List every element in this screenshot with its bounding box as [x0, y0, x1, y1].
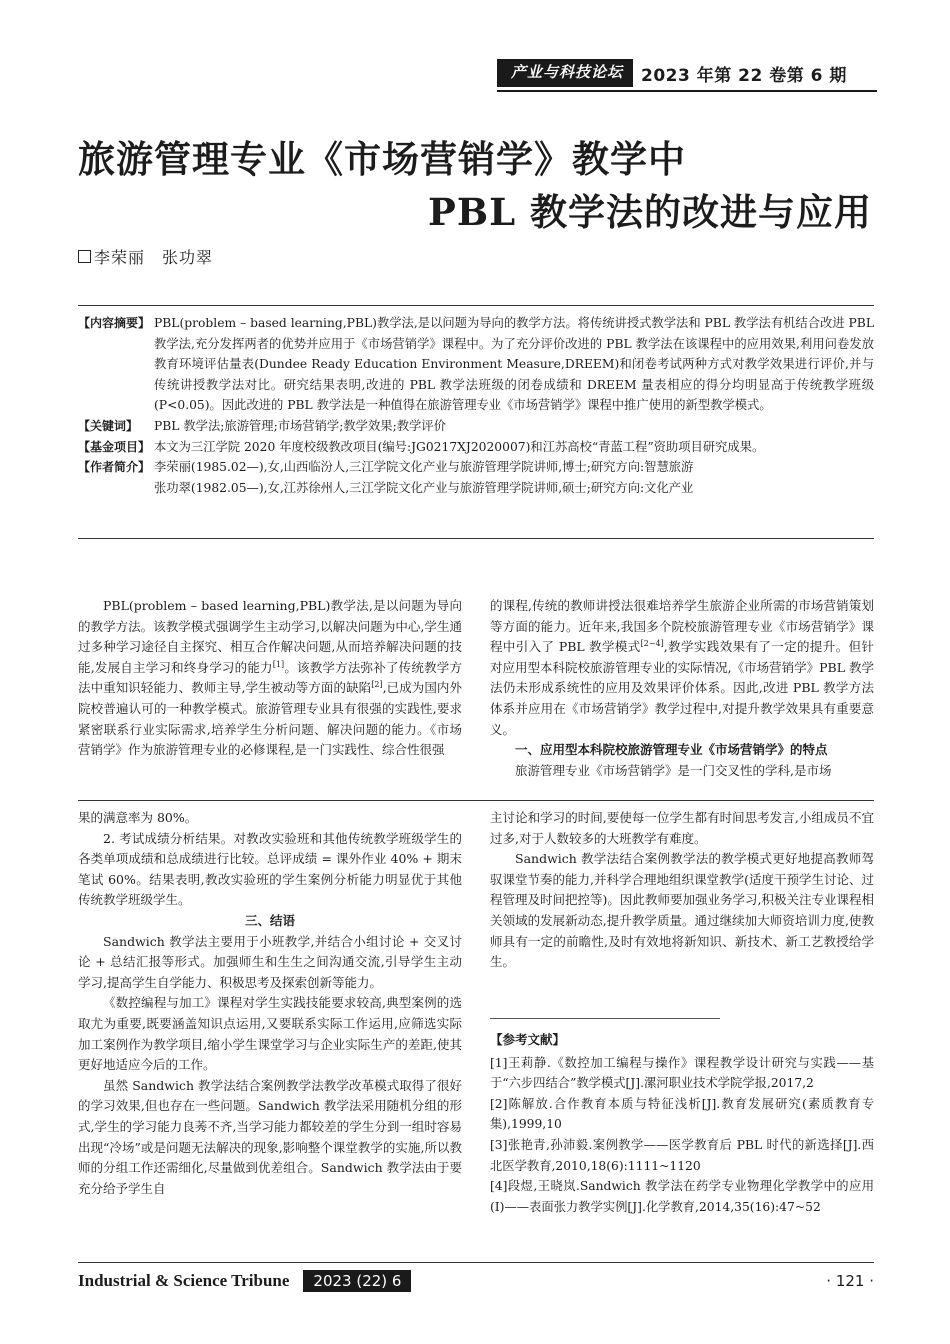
body-left-column [78, 808, 462, 1199]
intro-paragraph: 旅游管理专业《市场营销学》是一门交叉性的学科,是市场 [515, 762, 832, 778]
fund-text: 本文为三江学院 2020 年度校级教改项目(编号:JG0217XJ2020007)和江苏高校“青蓝工程”资助项目研究成果。 [154, 439, 765, 454]
abstract-row [78, 313, 874, 416]
footer-journal-name: Industrial & Science Tribune [78, 1271, 290, 1290]
body-right-column [490, 808, 874, 973]
intro-paragraph: 的课程,传统的教师讲授法很难培养学生旅游企业所需的市场营销策划等方面的能力。近年来,我国多个院校旅游管理专业《市场营销学》课程中引入了 PBL 教学模式[2~4],教学实践效果有了一定的提升。但针对应用型本科院校旅游管理专业的实际情况,《市场营销学》PBL 教学法仍未形成系统性的应用及效果评价体系。因此,改进 PBL 教学方法体系并应用在《市场营销学》教学过程中,对提升教学效果具有重要意义。 [490, 598, 874, 737]
keywords-text: PBL 教学法;旅游管理;市场营销学;教学效果;教学评价 [154, 418, 446, 433]
body-paragraph: 虽然 Sandwich 教学法结合案例教学法教学改革模式取得了很好的学习效果,但也存在一些问题。Sandwich 教学法采用随机分组的形式,学生的学习能力良莠不齐,当学习能力都较差的学生分到一组时容易出现“冷场”或是问题无法解决的现象,影响整个课堂教学的实施,所以教师的分组工作还需细化,尽量做到优差组合。Sandwich 教学法由于要充分给予学生自 [78, 1077, 462, 1196]
reference-item: [4]段煜,王晓岚.Sandwich 教学法在药学专业物理化学教学中的应用(Ⅰ)——表面张力教学实例[J].化学教育,2014,35(16):47~52 [490, 1179, 874, 1214]
bio-row [78, 457, 874, 498]
fund-label: 【基金项目】 [78, 439, 151, 454]
intro-left-column [78, 596, 462, 761]
conclusion-heading: 三、结语 [244, 912, 295, 928]
references [490, 1030, 874, 1217]
bio-label: 【作者简介】 [78, 460, 151, 475]
header-rule [497, 90, 877, 92]
authors: 李荣丽 张功翠 [94, 248, 214, 267]
body-paragraph: 果的满意率为 80%。 [78, 810, 198, 825]
journal-name-badge: 产业与科技论坛 [497, 59, 633, 87]
citation: [2~4] [640, 639, 664, 649]
article-meta [78, 313, 874, 498]
square-bullet-icon [78, 250, 91, 263]
keywords-row [78, 416, 874, 437]
body-paragraph: Sandwich 教学法结合案例教学法的教学模式更好地提高教师驾驭课堂节奏的能力,并科学合理地组织课堂教学(适度干预学生讨论、过程管理及时间把控等)。因此教师要加强业务学习,积极关注专业课程相关领域的发展新动态,提升教学质量。通过继续加大师资培训力度,使教师具有一定的前瞻性,及时有效地将新知识、新技术、新工艺教授给学生。 [490, 851, 874, 970]
author-bio-1: 李荣丽(1985.02—),女,山西临汾人,三江学院文化产业与旅游管理学院讲师,博士;研究方向:智慧旅游 [154, 460, 694, 475]
footer-issue-badge: 2023 (22) 6 [303, 1270, 411, 1292]
reference-item: [2]陈解放.合作教育本质与特征浅析[J].教育发展研究(素质教育专集),1999,10 [490, 1096, 874, 1132]
abstract-text: PBL(problem – based learning,PBL)教学法,是以问题为导向的教学方法。将传统讲授式教学法和 PBL 教学法有机结合改进 PBL 教学法,充分发挥两者的优势并应用于《市场营销学》课程中。为了充分评价改进的 PBL 教学法在该课程中的应用效果,利用问卷发放教育环境评估量表(Dundee Ready Education Environment Measure,DREEM)和闭卷考试两种方式对教学效果进行评价,并与传统讲授教学法对比。研究结果表明,改进的 PBL 教学法班级的闭卷成绩和 DREEM 量表相应的得分均明显高于传统教学班级(P<0.05)。因此改进的 PBL 教学法是一种值得在旅游管理专业《市场营销学》课程中推广使用的新型教学模式。 [154, 316, 874, 413]
fund-row [78, 437, 874, 458]
citation: [2] [371, 680, 383, 690]
page-footer [78, 1268, 874, 1294]
reference-item: [1]王莉静.《数控加工编程与操作》课程教学设计研究与实践——基于“六步四结合”教学模式[J].漯河职业技术学院学报,2017,2 [490, 1055, 874, 1091]
abstract-label: 【内容摘要】 [78, 316, 151, 330]
references-heading: 【参考文献】 [490, 1032, 566, 1047]
article-title-line2: PBL 教学法的改进与应用 [428, 190, 872, 234]
author-line [78, 245, 213, 268]
references-rule [490, 1018, 720, 1019]
intro-paragraph: PBL(problem – based learning,PBL)教学法,是以问题为导向的教学方法。该教学模式强调学生主动学习,以解决问题为中心,学生通过多种学习途径自主探究、相互合作解决问题,从而培养解决问题的技能,发展自主学习和终身学习的能力[1]。该教学方法弥补了传统教学方法中重知识轻能力、教师主导,学生被动等方面的缺陷[2],已成为国内外院校普遍认可的一种教学模式。旅游管理专业具有很强的实践性,要求紧密联系行业实际需求,培养学生分析问题、解决问题的能力。《市场营销学》作为旅游管理专业的必修课程,是一门实践性、综合性很强 [78, 598, 462, 758]
reference-item: [3]张艳青,孙沛毅.案例教学——医学教育后 PBL 时代的新选择[J].西北医学教育,2010,18(6):1111~1120 [490, 1137, 874, 1173]
page-number: · 121 · [826, 1272, 874, 1290]
body-paragraph: 主讨论和学习的时间,要使每一位学生都有时间思考发言,小组成员不宜过多,对于人数较多的大班教学有难度。 [490, 810, 874, 846]
body-paragraph: 2. 考试成绩分析结果。对教改实验班和其他传统教学班级学生的各类单项成绩和总成绩进行比较。总评成绩 = 课外作业 40% + 期末笔试 60%。结果表明,教改实验班的学生案例分析能力明显优于其他传统教学班级学生。 [78, 830, 462, 908]
author-bio-2: 张功翠(1982.05—),女,江苏徐州人,三江学院文化产业与旅游管理学院讲师,硕士;研究方向:文化产业 [154, 480, 694, 495]
meta-top-rule [78, 305, 874, 306]
body-paragraph: 《数控编程与加工》课程对学生实践技能要求较高,典型案例的选取尤为重要,既要涵盖知识点运用,又要联系实际工作运用,应筛选实际加工案例作为教学项目,缩小学生课堂学习与企业实际生产的差距,使其更好地适应今后的工作。 [78, 995, 462, 1073]
body-paragraph: Sandwich 教学法主要用于小班教学,并结合小组讨论 + 交叉讨论 + 总结汇报等形式。加强师生和生生之间沟通交流,引导学生主动学习,提高学生自学能力、积极思考及探索创新等能力。 [78, 933, 462, 990]
journal-header [497, 58, 877, 88]
intro-right-column [490, 596, 874, 781]
section-heading: 一、应用型本科院校旅游管理专业《市场营销学》的特点 [515, 742, 828, 758]
citation: [1] [272, 659, 285, 669]
keywords-label: 【关键词】 [78, 418, 139, 433]
section-divider [78, 800, 874, 801]
footer-rule [78, 1262, 874, 1263]
article-title-line1: 旅游管理专业《市场营销学》教学中 [78, 137, 686, 181]
meta-bottom-rule [78, 538, 874, 539]
issue-line: 2023 年第 22 卷第 6 期 [641, 65, 847, 86]
